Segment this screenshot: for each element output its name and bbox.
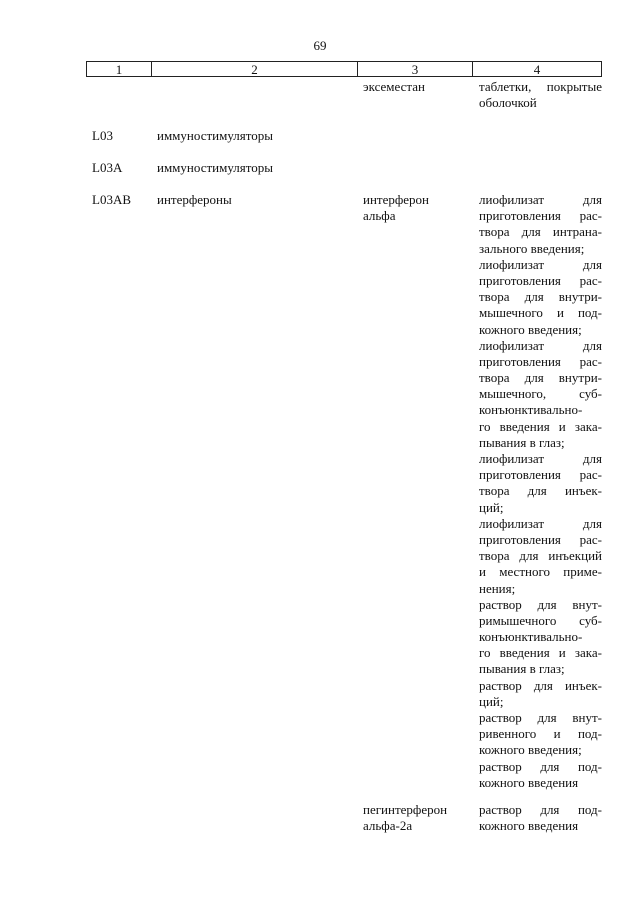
- dosage-form-line: го введения и зака-: [479, 418, 602, 434]
- dosage-form-line: лиофилизат для: [479, 515, 602, 531]
- atc-code: L03AB: [92, 192, 131, 207]
- substance-line: пегинтерферон: [363, 802, 448, 817]
- dosage-form-line: ривенного и под-: [479, 726, 602, 742]
- dosage-form-line: конъюнктивально-: [479, 402, 583, 418]
- dosage-form-line: раствор для под-: [479, 802, 602, 817]
- group-name: иммуностимуляторы: [157, 160, 273, 175]
- dosage-form-line: твора для инъекций: [479, 548, 602, 564]
- substance-line: альфа-2а: [363, 818, 413, 834]
- dosage-forms: [473, 160, 602, 176]
- dosage-forms: [473, 128, 602, 144]
- header-col-3: 3: [358, 61, 473, 77]
- header-col-4: 4: [473, 61, 602, 77]
- dosage-form-line: лиофилизат для: [479, 192, 602, 207]
- dosage-form-line: раствор для под-: [479, 758, 602, 774]
- header-col-2: 2: [152, 61, 358, 77]
- page-number: 69: [313, 38, 327, 53]
- dosage-form-line: ций;: [479, 499, 504, 515]
- group-name: [152, 802, 358, 834]
- substance-name: [358, 192, 473, 791]
- dosage-form-line: оболочкой: [479, 95, 537, 111]
- dosage-form-line: лиофилизат для: [479, 451, 602, 466]
- dosage-form-line: твора для внутри-: [479, 370, 602, 386]
- dosage-form-line: кожного введения;: [479, 742, 582, 758]
- substance-name: эксеместан: [363, 79, 425, 94]
- table-row: [86, 192, 602, 791]
- atc-code: [86, 79, 152, 111]
- dosage-form-line: лиофилизат для: [479, 337, 602, 353]
- atc-code: L03: [92, 128, 113, 143]
- dosage-form-line: приготовления рас-: [479, 467, 602, 483]
- dosage-form-line: мышечного, суб-: [479, 386, 602, 402]
- dosage-forms: [473, 802, 602, 834]
- dosage-form-line: кожного введения: [479, 818, 579, 834]
- table-row: [86, 160, 602, 176]
- dosage-form-line: таблетки, покрытые: [479, 79, 602, 94]
- dosage-form-line: раствор для внут-: [479, 596, 602, 612]
- table-header: [86, 61, 602, 77]
- dosage-form-line: кожного введения: [479, 774, 579, 790]
- table-row: [86, 128, 602, 144]
- group-name: интерфероны: [157, 192, 232, 207]
- substance-name: [358, 802, 473, 834]
- group-name: [152, 79, 358, 111]
- group-name: иммуностимуляторы: [157, 128, 273, 143]
- atc-code: [86, 802, 152, 834]
- dosage-form-line: нения;: [479, 580, 516, 596]
- dosage-forms: [473, 79, 602, 111]
- dosage-form-line: мышечного и под-: [479, 305, 602, 321]
- dosage-form-line: кожного введения;: [479, 321, 582, 337]
- dosage-form-line: приготовления рас-: [479, 531, 602, 547]
- dosage-form-line: твора для инъек-: [479, 483, 602, 499]
- dosage-form-line: раствор для внут-: [479, 710, 602, 725]
- dosage-form-line: приготовления рас-: [479, 272, 602, 288]
- substance-name: [358, 160, 473, 176]
- atc-code: L03A: [92, 160, 123, 175]
- dosage-form-line: пывания в глаз;: [479, 661, 565, 677]
- header-col-1: 1: [86, 61, 152, 77]
- substance-name: [358, 128, 473, 144]
- substance-line: интерферон: [363, 192, 430, 207]
- dosage-form-line: пывания в глаз;: [479, 434, 565, 450]
- dosage-form-line: твора для интрана-: [479, 224, 602, 240]
- table-row: [86, 802, 602, 834]
- dosage-form-line: зального введения;: [479, 240, 585, 256]
- dosage-form-line: римышечного суб-: [479, 612, 602, 628]
- dosage-form-line: ций;: [479, 693, 504, 709]
- dosage-form-line: раствор для инъек-: [479, 677, 602, 693]
- dosage-form-line: и местного приме-: [479, 564, 602, 580]
- dosage-form-line: конъюнктивально-: [479, 629, 583, 645]
- dosage-forms: [473, 192, 602, 791]
- dosage-form-line: лиофилизат для: [479, 256, 602, 272]
- dosage-form-line: твора для внутри-: [479, 289, 602, 305]
- dosage-form-line: приготовления рас-: [479, 353, 602, 369]
- substance-line: альфа: [363, 208, 396, 224]
- table-row: [86, 79, 602, 111]
- dosage-form-line: го введения и зака-: [479, 645, 602, 661]
- dosage-form-line: приготовления рас-: [479, 208, 602, 224]
